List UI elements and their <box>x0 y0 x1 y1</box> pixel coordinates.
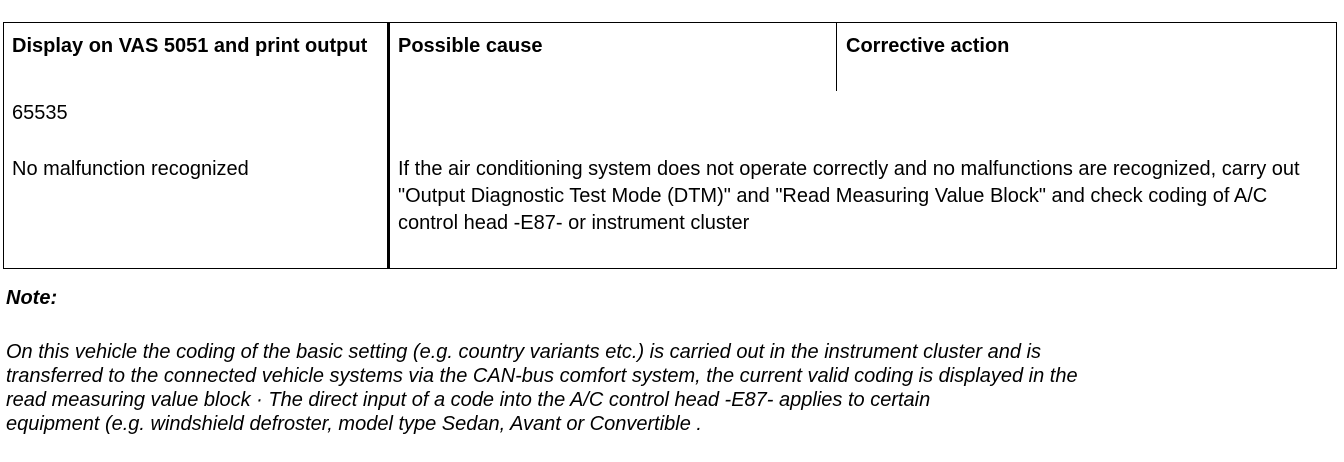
note-title: Note: <box>6 287 58 309</box>
note-line: transferred to the connected vehicle systems via the CAN-bus comfort system, the current valid coding is displayed in the <box>6 365 1078 387</box>
note-line: equipment (e.g. windshield defroster, model type Sedan, Avant or Convertible . <box>6 413 702 435</box>
note-text <box>6 340 1336 436</box>
column-divider <box>387 23 390 268</box>
note-line: read measuring value block · The direct input of a code into the A/C control head -E87- applies to certain <box>6 389 931 411</box>
fault-status: No malfunction recognized <box>12 158 249 180</box>
header-possible-cause: Possible cause <box>398 35 543 57</box>
note-line: On this vehicle the coding of the basic setting (e.g. country variants etc.) is carried out in the instrument cluster and is <box>6 341 1041 363</box>
header-divider <box>836 23 837 91</box>
header-corrective-action: Corrective action <box>846 35 1010 57</box>
diagnostic-table <box>3 22 1337 269</box>
corrective-action-text: If the air conditioning system does not operate correctly and no malfunctions are recognized, carry out "Output Diagnostic Test Mode (DTM)" and "Read Measuring Value Block" and check coding of A/C control head -E87- or instrument cluster <box>398 158 1300 234</box>
fault-code: 65535 <box>12 102 68 124</box>
header-display: Display on VAS 5051 and print output <box>12 35 368 57</box>
